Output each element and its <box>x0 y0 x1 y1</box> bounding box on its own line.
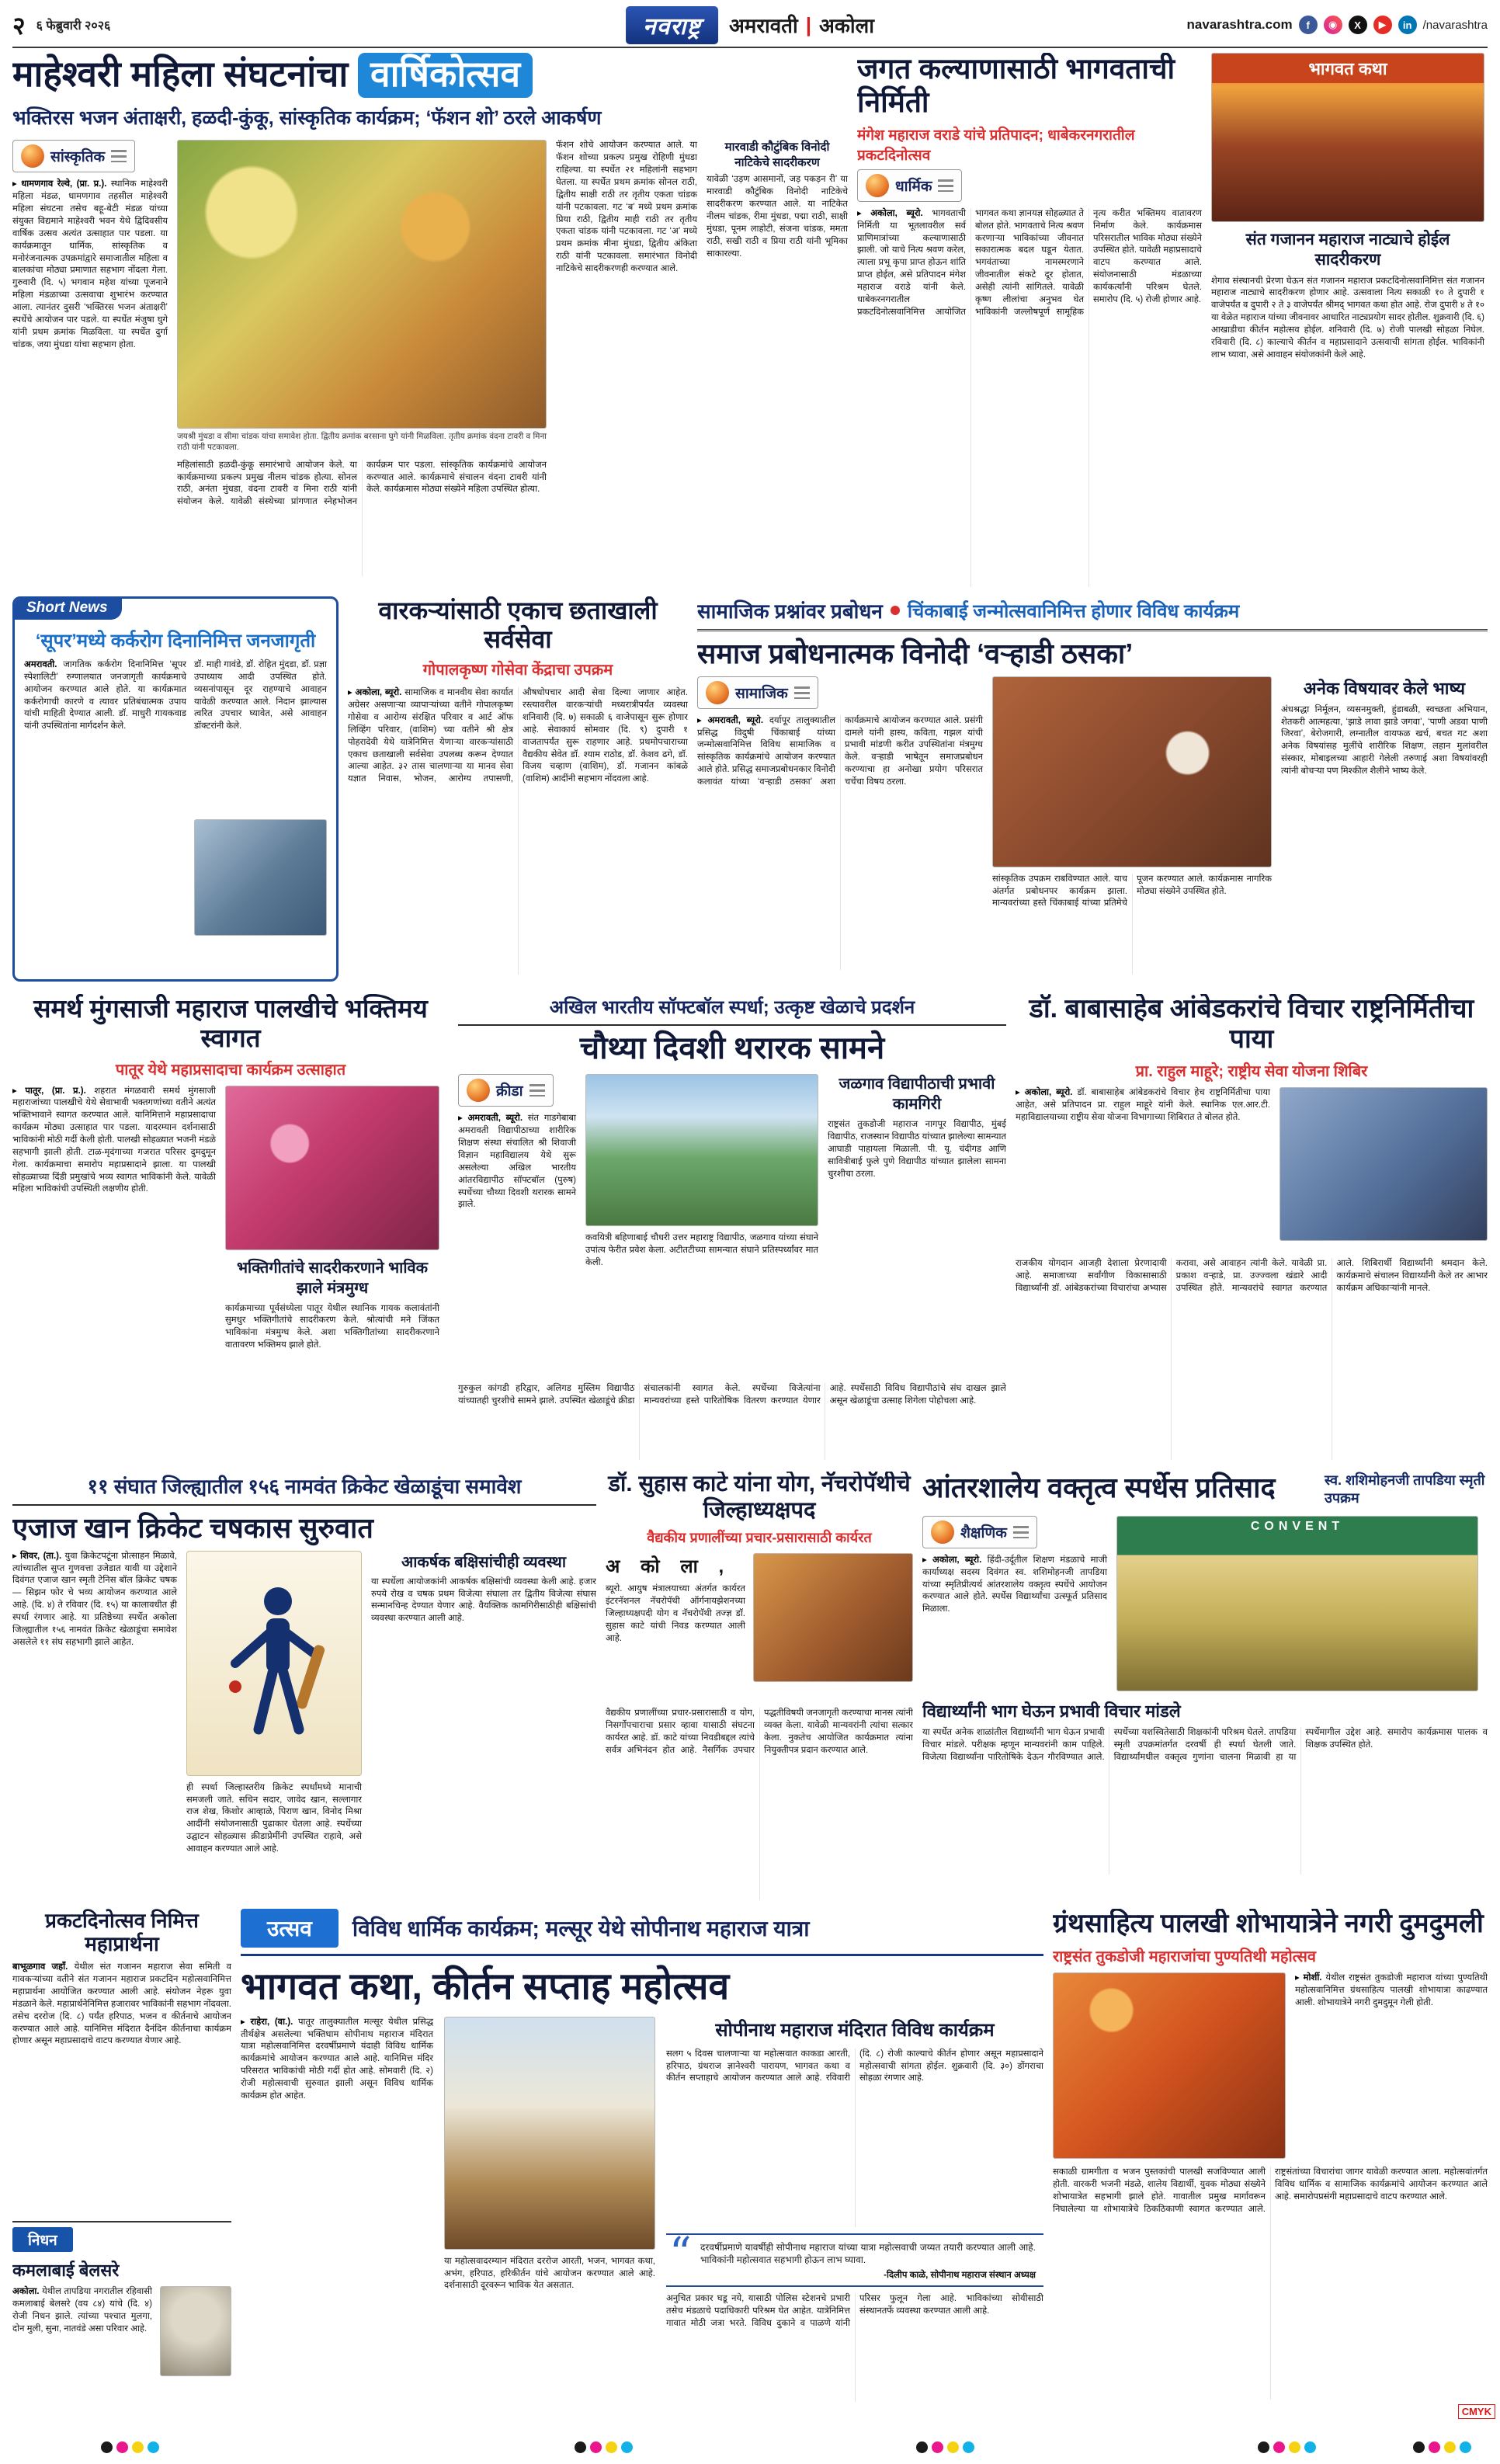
menu-bars-icon <box>530 1084 545 1096</box>
body-bottom: राजकीय योगदान आजही देशाला प्रेरणादायी आहे. समाजाच्या सर्वांगीण विकासासाठी विद्यार्थ्यांनी डॉ. आंबेडकरांच्या विचारांचा अभ्यास करावा, असे आवाहन त्यांनी केले. यावेळी प्रा. प्रकाश वऱ्हाडे, प्रा. उज्ज्वला खंडारे आदी उपस्थित होते. मान्यवरांचे स्वागत करण्यात आले. शिबिरार्थी विद्यार्थ्यांनी श्रमदान केले. कार्यक्रमाचे संचालन विद्यार्थ्यांनी केले तर आभार कार्यक्रम अधिकाऱ्यांनी मानले. <box>1016 1258 1488 1293</box>
body-columns: ▸ अमरावती, ब्यूरो. दर्यापूर तालुक्यातील प्रसिद्ध विदुषी चिंकाबाई यांच्या जन्मोत्सवानिमित्त विविध सामाजिक व सांस्कृतिक कार्यक्रमांचे आयोजन करण्यात आले होते. प्रसिद्ध समाजप्रबोधनकार विनोदी कलावंत यांच्या ‘वऱ्हाडी ठसका’ अशा कार्यक्रमाचे आयोजन करण्यात आले. प्रसंगी दामले यांनी हास्य, कविता, गझल यांची प्रभावी मांडणी करीत उपस्थितांना मंत्रमुग्ध केले. वऱ्हाडी भाषेतून समाजप्रबोधन करण्याचा हा अनोखा प्रयोग परिसरात चर्चेचा विषय ठरला. <box>697 715 983 787</box>
body-column: ▸ पातूर, (प्रा. प्र.). शहरात मंगळवारी समर्थ मुंगसाजी महाराजांच्या पालखीचे येथे सेवाभावी भक्तगणांच्या वतीने अत्यंत भक्तिभावाने स्वागत करण्यात आले. यानिमित्ताने महाप्रसादाचा कार्यक्रम मोठ्या उत्साहात पार पडला. यादरम्यान दर्शनासाठी भाविकांनी मोठी गर्दी केली होती. पालखी सोहळ्यात भजनी मंडळे सहभागी झाली होती. टाळ-मृदंगाच्या गजरात परिसर दुमदुमून गेला. कार्यक्रमाचा समारोप महाप्रसादाने झाला. या पालखी सोहळ्याच्या दिंडी प्रमुखांचे भव्य स्वागत भाविकांनी केले. यावेळी महिला भाविकांची उपस्थिती लक्षणीय होती. <box>12 1086 216 1194</box>
dateline: ▸ राहेरा, (वा.). <box>241 2017 293 2027</box>
body-column: बाभूळगाव जहॉं. येथील संत गजानन महाराज सेवा समिती व गावकऱ्यांच्या वतीने संत गजानन महाराज प्रकटदिन महोत्सवानिमित्त महाप्रार्थना आयोजित करण्यात आली आहे. संयोजन नेहरू युवा मंडळाने केले. महाप्रार्थनेनिमित्त हजारावर भाविकांनी सहभाग नोंदवला. तसेच दररोज (दि. ८) पर्यंत हरिपाठ, भजन व कीर्तनाचे आयोजन करण्यात आले आहे. यानिमित्त मंदिरात दैनंदिन कीर्तनाचा कार्यक्रम होणार असून महाप्रसादाचे वाटप करण्यात येणार आहे. <box>12 1962 231 2046</box>
subheadline: मंगेश महाराज वराडे यांचे प्रतिपादन; धाबेकरनगरातील प्रकटदिनोत्सव <box>857 127 1135 164</box>
obituary-box <box>12 2221 231 2435</box>
registration-dots <box>575 2441 633 2453</box>
website-link[interactable]: navarashtra.com <box>1186 17 1293 32</box>
section-banner <box>697 596 1488 631</box>
category-label: धार्मिक <box>895 178 932 195</box>
edition-separator: | <box>805 12 812 36</box>
dot-cyan <box>148 2441 159 2453</box>
article-photo-cultural-event <box>177 140 547 429</box>
body-column-3: यावेळी ‘उड़ण आसमानों, जड़ पकड़न री’ या मारवाडी कौटुंबिक विनोदी नाटिकेचे सादरीकरण करण्यात आले. या नाटिकेत नीलम चांडक, रीमा मुंधडा, पद्मा राठी, साक्षी मुंधडा, पूनम लाहोटी, संजना चांडक, ममता राठी, सखी राठी व प्रिया राठी यांनी भूमिका साकारल्या. <box>707 175 848 259</box>
article-photo-students-group <box>1116 1516 1478 1691</box>
body-columns: ▸ अकोला, ब्यूरो. भागवताची निर्मिती या भूतलावरील सर्व प्राणिमात्रांच्या कल्याणासाठी झाली. जो याचे नित्य श्रवण करेल, त्याला प्रभू कृपा प्राप्त होऊन शांति प्राप्त होईल, असे प्रतिपादन मंगेश महाराज वराडे यांनी केले. धाबेकरनगरातील प्रकटदिनोत्सवानिमित्त आयोजित भागवत कथा ज्ञानयज्ञ सोहळ्यात ते बोलत होते. भागवताचे नित्य श्रवण करणाऱ्या भाविकांच्या जीवनात सकारात्मक बदल घडून येतात. भगवंताच्या नामस्मरणाने जीवनातील संकटे दूर होतात, असेही त्यांनी सांगितले. यावेळी कृष्ण लीलांचा अनुभव घेत भाविकांनी जल्लोषपूर्ण सामूहिक नृत्य करीत भक्तिमय वातावरण निर्माण केले. कार्यक्रमास परिसरातील भाविक मोठ्या संख्येने उपस्थित होते. यावेळी महाप्रसादाचे वाटप करण्यात आले. संयोजनासाठी मंडळाच्या कार्यकर्त्यांनी परिश्रम घेतले. समारोप (दि. ५) रोजी होणार आहे. <box>857 208 1202 317</box>
inner-subheadline: जळगाव विद्यापीठाची प्रभावी कामगिरी <box>839 1076 995 1114</box>
headline: जगत कल्याणासाठी भागवताची निर्मिती <box>857 53 1175 118</box>
headline: समर्थ मुंगसाजी महाराज पालखीचे भक्तिमय स्वागत <box>33 994 428 1053</box>
portrait-photo <box>160 2286 231 2376</box>
subheadline: गोपालकृष्ण गोसेवा केंद्राचा उपक्रम <box>422 662 613 679</box>
short-news-box <box>12 596 339 982</box>
photo-caption: जयश्री मुंधडा व सीमा चांडक यांचा समावेश होता. द्वितीय क्रमांक बरसाना घुगे यांनी मिळविला. तृतीय क्रमांक वंदना टावरी व मिना राठी यांनी पटकावला. <box>177 432 547 452</box>
masthead-logo: नवराष्ट्र <box>626 6 718 44</box>
headline: एजाज खान क्रिकेट चषकास सुरुवात <box>12 1512 373 1544</box>
category-label: क्रीडा <box>496 1083 523 1100</box>
article-bhagwat-nirmiti <box>857 53 1488 587</box>
photo-banner-text: भागवत कथा <box>1212 54 1484 83</box>
body-column-1: ▸ राहेरा, (वा.). पातूर तालुक्यातील मल्सूर येथील प्रसिद्ध तीर्थक्षेत्र असलेल्या भक्तिधाम सोपीनाथ महाराज मंदिरात यात्रा महोत्सवानिमित्त दरवर्षीप्रमाणे यंदाही विविध धार्मिक कार्यक्रमांचे आयोजन करण्यात आले आहे. यानिमित्त मंदिर परिसरात भाविकांची मोठी गर्दी होत आहे. सोमवारी (दि. २) रोजी महोत्सवाची सुरुवात झाली असून विविध धार्मिक कार्यक्रम होत आहेत. <box>241 2017 434 2101</box>
body-bottom: या स्पर्धेत अनेक शाळांतील विद्यार्थ्यांनी भाग घेऊन प्रभावी विचार मांडले. परीक्षक म्हणून मान्यवरांनी काम पाहिले. विजेत्या विद्यार्थ्यांना पारितोषिके देऊन गौरविण्यात आले. स्पर्धेच्या यशस्वितेसाठी शिक्षकांनी परिश्रम घेतले. तापडिया स्मृती उपक्रमांतर्गत दरवर्षी ही स्पर्धा घेतली जाते. विद्यार्थ्यांमधील वक्तृत्व गुणांना चालना मिळावी हा या स्पर्धेमागील उद्देश आहे. समारोप कार्यक्रमास पालक व शिक्षक उपस्थित होते. <box>922 1727 1488 1762</box>
article-photo-procession-flags <box>1053 1972 1286 2159</box>
body-column-1: अमरावती. जागतिक कर्करोग दिनानिमित्त ‘सूपर स्पेशालिटी’ रुग्णालयात जनजागृती कार्यक्रमाचे आयोजन करण्यात आले होते. या कार्यक्रमात कर्करोगाची कारणे व त्यावर प्रतिबंधात्मक उपाय यांची माहिती देण्यात आली. डॉ. माधुरी गायकवाड यांनी उपस्थितांना मार्गदर्शन केले. <box>24 660 186 732</box>
facebook-icon[interactable]: f <box>1299 16 1318 34</box>
inner-subheadline: भक्तिगीतांचे सादरीकरणाने भाविक झाले मंत्रमुग्ध <box>236 1259 429 1297</box>
headline: चौथ्या दिवशी थरारक सामने <box>579 1031 885 1065</box>
inner-body: कार्यक्रमाच्या पूर्वसंध्येला पातूर येथील स्थानिक गायक कलावंतांनी सुमधुर भक्तिगीतांचे सादरीकरण केले. श्रोत्यांची मने जिंकत भाविकांना मंत्रमुग्ध केले. अशा भक्तिगीतांच्या सादरीकरणाने वातावरण भक्तिमय झाले होते. <box>225 1303 439 1350</box>
inner-subheadline: आकर्षक बक्षिसांचीही व्यवस्था <box>401 1553 567 1571</box>
body-bottom: गुरुकुल कांगडी हरिद्वार, अलिगड मुस्लिम विद्यापीठ यांच्यातही चुरशीचे सामने झाले. उपस्थित खेळाडूंचे क्रीडा संचालकांनी स्वागत केले. स्पर्धेच्या विजेत्यांना मान्यवरांच्या हस्ते पारितोषिक वितरण करण्यात येणार आहे. स्पर्धेसाठी विविध विद्यापीठांचे संघ दाखल झाले असून खेळाडूंचा उत्साह शिगेला पोहोचला आहे. <box>458 1384 1006 1406</box>
headline: आंतरशालेय वक्तृत्व स्पर्धेस प्रतिसाद <box>922 1472 1276 1503</box>
dot-black <box>101 2441 113 2453</box>
registration-dots <box>1258 2441 1316 2453</box>
article-photo-seminar <box>1280 1087 1488 1241</box>
dateline: ▸ अकोला, ब्यूरो. <box>922 1555 982 1565</box>
headline: समाज प्रबोधनात्मक विनोदी ‘वऱ्हाडी ठसका’ <box>697 638 1134 669</box>
body-columns: सलग ५ दिवस चालणाऱ्या या महोत्सवात काकडा आरती, हरिपाठ, ग्रंथराज ज्ञानेश्वरी पारायण, भागवत कथा व कीर्तन सप्ताहाचे आयोजन करण्यात आले आहे. रविवारी (दि. ८) रोजी काल्याचे कीर्तन होणार असून महाप्रसादाने महोत्सवाची सांगता होईल. शुक्रवारी (दि. ३०) डोंगराचा सोहळा रंगणार आहे. <box>666 2049 1043 2083</box>
article-softball-spardha <box>458 994 1006 1460</box>
body-column-1: ▸ अकोला, ब्यूरो. हिंदी-उर्दूतील शिक्षण मंडळाचे माजी कार्याध्यक्ष सदस्य दिवंगत स्व. शशिमोहनजी तापडिया यांच्या स्मृतिप्रीत्यर्थ आंतरशालेय वक्तृत्व स्पर्धेचे आयोजन करण्यात आले होते. स्पर्धेस विद्यार्थ्यांचा उत्स्फूर्त प्रतिसाद मिळाला. <box>922 1555 1107 1614</box>
dateline: ▸ अमरावती, ब्यूरो. <box>697 715 764 725</box>
inner-subheadline: अनेक विषयावर केले भाष्य <box>1303 678 1466 698</box>
menu-bars-icon <box>794 686 810 699</box>
body-column-right: राष्ट्रसंत तुकडोजी महाराज नागपूर विद्यापीठ, मुंबई विद्यापीठ, राजस्थान विद्यापीठ यांच्यात झालेल्या सामन्यात आघाडी पाहायला मिळाली. पी. यू. चंदीगड आणि सावित्रीबाई फुले पुणे विद्यापीठ यांच्यात झालेला सामना चुरशीचा ठरला. <box>828 1120 1006 1179</box>
article-varhadi-thaska <box>697 596 1488 982</box>
headline <box>12 53 848 98</box>
batsman-svg <box>212 1570 336 1757</box>
subheadline: राष्ट्रसंत तुकडोजी महाराजांचा पुण्यतिथी महोत्सव <box>1053 1948 1316 1966</box>
deity-icon <box>866 174 889 197</box>
banner-right: चिंकाबाई जन्मोत्सवानिमित्त होणार विविध कार्यक्रम <box>907 600 1240 622</box>
dateline: ▸ अकोला, ब्यूरो. <box>1016 1087 1073 1097</box>
dateline: बाभूळगाव जहॉं. <box>12 1962 68 1972</box>
body-column: ब्यूरो. आयुष मंत्रालयाच्या अंतर्गत कार्यरत इंटरनॅशनल नॅचरोपॅथी ऑर्गनायझेशनच्या जिल्हाध्यक्षपदी योग व नॅचरोपॅथी तज्ज्ञ डॉ. सुहास काटे यांची निवड करण्यात आली आहे. <box>606 1584 745 1643</box>
body-below-illustration: ही स्पर्धा जिल्हास्तरीय क्रिकेट स्पर्धांमध्ये मानाची समजली जाते. सचिन सदार, जावेद खान, सल्लागार राज शेख, किशोर आव्हाळे, पिराण खान, विनोद मिश्रा आदींनी संयोजनासाठी पुढाकार घेतला आहे. स्पर्धेच्या उद्घाटन सोहळ्यास क्रीडाप्रेमींनी उपस्थित राहावे, असे आवाहन करण्यात आले आहे. <box>186 1782 362 1854</box>
article-prakatdin-mahaprarthana <box>12 1909 231 2213</box>
article-palkhi-swagat <box>12 994 449 1460</box>
dateline: ▸ पातूर, (प्रा. प्र.). <box>12 1086 86 1096</box>
category-label: शैक्षणिक <box>960 1524 1007 1541</box>
article-photo-awareness <box>194 819 327 936</box>
dot-magenta <box>116 2441 128 2453</box>
body-column-1: ▸ शिवर, (ता.). युवा क्रिकेटपटूंना प्रोत्साहन मिळावे, त्यांच्यातील सुप्त गुणवत्ता उजेडात यावी या उद्देशाने दिवंगत एजाज खान स्मृती टेनिस बॉल क्रिकेट चषक — सिझन फोर चे भव्य आयोजन करण्यात आले आहे. (दि. ४) ते रविवार (दि. १५) या कालावधीत ही स्पर्धा रंगणार आहे. या प्रतिष्ठेच्या स्पर्धेत अकोला जिल्ह्यातील १५६ नामवंत क्रिकेट खेळाडूंचा समावेश असलेले ११ संघ सहभागी झाले आहेत. <box>12 1551 177 1647</box>
category-label: सांस्कृतिक <box>50 149 106 166</box>
dateline: अकोला. <box>12 2287 40 2296</box>
body-column-right: या स्पर्धेला आयोजकांनी आकर्षक बक्षिसांची व्यवस्था केली आहे. हजार रुपये रोख व चषक प्रथम विजेत्या संघाला तर द्वितीय विजेत्या संघास सन्मानचिन्ह देण्यात येणार आहे. वैयक्तिक कामगिरीसाठीही बक्षिसांची व्यवस्था करण्यात आली आहे. <box>371 1576 596 1624</box>
registration-dots <box>916 2441 974 2453</box>
body-side: ▸ मोर्शी. येथील राष्ट्रसंत तुकडोजी महाराज यांच्या पुण्यतिथी महोत्सवानिमित्त ग्रंथसाहित्य पालखी शोभायात्रा काढण्यात आली. शोभायात्रेने नगरी दुमदुमून गेली होती. <box>1295 1973 1488 2008</box>
inner-subheadline: मारवाडी कौटुंबिक विनोदी नाटिकेचे सादरीकरण <box>724 141 830 169</box>
menu-bars-icon <box>111 150 127 162</box>
category-badge <box>922 1516 1037 1548</box>
pull-quote <box>666 2233 1043 2288</box>
bullet-icon <box>891 606 900 615</box>
headline: डॉ. सुहास काटे यांना योग, नॅचरोपॅथीचे जिल्हाध्यक्षपद <box>608 1472 911 1523</box>
x-icon[interactable]: X <box>1349 16 1367 34</box>
article-photo-softball-match <box>585 1074 818 1226</box>
subheadline: प्रा. राहुल माहूरे; राष्ट्रीय सेवा योजना शिबिर <box>1135 1062 1368 1080</box>
headline: ग्रंथसाहित्य पालखी शोभायात्रेने नगरी दुमदुमली <box>1053 1909 1484 1938</box>
dot-yellow <box>132 2441 144 2453</box>
banner-left: सामाजिक प्रश्नांवर प्रबोधन <box>697 599 883 623</box>
category-badge <box>697 676 818 709</box>
headline-highlight: वार्षिकोत्सव <box>358 53 533 98</box>
article-warkari-sarvaseva <box>348 596 688 982</box>
instagram-icon[interactable]: ◉ <box>1324 16 1342 34</box>
header-right <box>1187 16 1488 34</box>
menu-bars-icon <box>938 179 953 192</box>
people-icon <box>706 681 729 704</box>
headline: डॉ. बाबासाहेब आंबेडकरांचे विचार राष्ट्रनिर्मितीचा पाया <box>1029 994 1474 1055</box>
article-mahila-varshikotsav <box>12 53 848 587</box>
section-label: उत्सव <box>241 1909 339 1948</box>
article-granth-palkhi <box>1053 1909 1488 2437</box>
category-label: सामाजिक <box>735 685 788 702</box>
cricket-batsman-illustration <box>186 1551 362 1776</box>
deity-icon <box>21 144 44 168</box>
page-number: २ <box>12 11 26 40</box>
body-column-2: डॉ. माही गावंडे, डॉ. रोहित मुंदडा, डॉ. प्रज्ञा उपाध्याय आदी उपस्थित होते. व्यसनांपासून दूर राहण्याचे आवाहन यावेळी करण्यात आले. निदान झाल्यास त्वरित उपचार घ्यावेत, असे आवाहन डॉक्टरांनी केले. <box>194 660 327 732</box>
kicker: ११ संघात जिल्ह्यातील १५६ नामवंत क्रिकेट खेळाडूंचा समावेश <box>12 1472 596 1506</box>
obituary-label: निधन <box>12 2227 73 2252</box>
linkedin-icon[interactable]: in <box>1398 16 1417 34</box>
headline: प्रकटदिनोत्सव निमित्त महाप्रार्थना <box>45 1909 199 1956</box>
inner-subheadline: विद्यार्थ्यांनी भाग घेऊन प्रभावी विचार मांडले <box>922 1701 1181 1721</box>
article-photo-stage-felicitation <box>992 676 1272 867</box>
short-news-label: Short News <box>12 596 122 620</box>
category-badge <box>12 140 135 172</box>
body-column-1: ▸ धामणगाव रेल्वे, (प्रा. प्र.). स्थानिक माहेश्वरी महिला मंडळ, धामणगाव तहसील माहेश्वरी महिला संघटना तसेच बहू-बेटी मंडळ यांच्या संयुक्त विद्यमाने माहेश्वरी भवन येथे द्विदिवसीय वार्षिक उत्सव अत्यंत उत्साहात पार पडला. या कार्यक्रमातून धार्मिक, सांस्कृतिक व मनोरंजनात्मक उपक्रमांद्वारे समाजातील महिला व बालकांचा मोठ्या प्रमाणात सहभाग नोंदला गेला. गुरुवारी (दि. ५) भगवान महेश यांच्या पूजनाने महिला मंडळाच्या उत्सवाचा शुभारंभ करण्यात आला. त्यानंतर दुसरी ‘भक्तिरस भजन अंताक्षरी’ स्पर्धेचे आयोजन पार पडले. या स्पर्धेत मंजुषा घुगे यांनी प्रथम क्रमांक मिळविला. या स्पर्धेत दुर्गा चांडक, जया मुंधडा यांचा सहभाग होता. <box>12 179 168 349</box>
book-icon <box>931 1520 954 1544</box>
category-badge <box>458 1074 554 1107</box>
article-photo-palkhi-procession <box>225 1086 439 1250</box>
body-columns-2: अनुचित प्रकार घडू नये, यासाठी पोलिस स्टेशनचे प्रभारी तसेच मंडळाचे पदाधिकारी परिश्रम घेत आहेत. यात्रेनिमित्त गावात मोठी जत्रा भरते. विविध दुकाने व पाळणे यांनी परिसर फुलून गेला आहे. भाविकांच्या सोयीसाठी संस्थानतर्फे व्यवस्था करण्यात आली आहे. <box>666 2294 1043 2328</box>
subheadline: वैद्यकीय प्रणालींच्या प्रचार-प्रसारासाठी कार्यरत <box>647 1530 872 1546</box>
dateline: ▸ धामणगाव रेल्वे, (प्रा. प्र.). <box>12 179 107 189</box>
edition-left: अमरावती <box>728 14 798 37</box>
article-ambedkar-vichar <box>1016 994 1488 1460</box>
edition-right: अकोला <box>819 14 874 37</box>
inner-subheadline: सोपीनाथ महाराज मंदिरात विविध कार्यक्रम <box>715 2019 995 2041</box>
related-headline: संत गजानन महाराज नाट्याचे होईल सादरीकरण <box>1245 231 1450 269</box>
header-divider <box>12 47 1488 48</box>
headline: वारकऱ्यांसाठी एकाच छताखाली सर्वसेवा <box>378 596 658 654</box>
body-below-photo: महिलांसाठी हळदी-कुंकू समारंभाचे आयोजन केले. या कार्यक्रमाच्या प्रकल्प प्रमुख नीलम चांडक होत्या. सोनल राठी, अनंता मुंधडा, वंदना टावरी व मिना राठी यांनी संयोजन केले. यावेळी संस्थेच्या प्रांगणात स्नेहभोजन कार्यक्रम पार पडला. सांस्कृतिक कार्यक्रमांचे आयोजन करण्यात आले. कार्यक्रमाचे संचालन वंदना टावरी यांनी केले. कार्यक्रमास मोठ्या संख्येने महिला उपस्थित होत्या. <box>177 460 547 507</box>
headline-text: माहेश्वरी महिला संघटनांचा <box>12 54 349 94</box>
article-photo-temple <box>444 2017 655 2250</box>
subheadline: स्व. शशिमोहनजी तापडिया स्मृती उपक्रम <box>1325 1472 1485 1507</box>
body-columns: ▸ अकोला, ब्यूरो. सामाजिक व मानवीय सेवा कार्यात अग्रेसर असणाऱ्या व्यापाऱ्यांच्या वतीने गोपालकृष्ण गोसेवा व आरोग्य संरक्षित परिवार व आर्ट ऑफ लिव्हिंग परिवार, (वाशिम) च्या वतीने श्री क्षेत्र पोहरादेवी येथे यात्रेनिमित्त येणाऱ्या वारकऱ्यांसाठी एकाच छताखाली सर्वसेवा उपलब्ध करून देण्यात आल्या आहेत. ३२ तास चालणाऱ्या या मानव सेवा यज्ञात निवास, भोजन, आरोग्य तपासणी, औषधोपचार आदी सेवा दिल्या जाणार आहेत. रस्त्यावरील वारकऱ्यांची मध्यरात्रीपर्यंत व्यवस्था शनिवारी (दि. ७) सकाळी ६ वाजेपासून सुरू होणार आहे. सेवाकार्य सोमवार (दि. ९) दुपारी १ वाजतापर्यंत सुरू राहणार आहे. प्रथमोपचाराच्या वैद्यकीय सेवेत डॉ. श्याम राठोड, डॉ. केशव ढगे, डॉ. विजय चव्हाण (वाशिम), डॉ. गजानन कांबळे (वाशिम) आदींनी सहभाग नोंदवला आहे. <box>348 688 688 784</box>
article-vaktrutva-spardha <box>922 1472 1488 1900</box>
subheadline: पातूर येथे महाप्रसादाचा कार्यक्रम उत्साहात <box>115 1061 346 1079</box>
dateline: ▸ मोर्शी. <box>1295 1973 1322 1983</box>
article-photo-bhagwat-katha <box>1211 53 1484 222</box>
page-date: ६ फेब्रुवारी २०२६ <box>36 19 111 33</box>
article-photo-felicitation <box>753 1553 913 1682</box>
kicker: विविध धार्मिक कार्यक्रम; मल्सूर येथे सोपीनाथ महाराज यात्रा <box>352 1917 810 1941</box>
body-below-photo: कवयित्री बहिणाबाई चौधरी उत्तर महाराष्ट्र विद्यापीठ, जळगाव यांच्या संघाने उपांत्य फेरीत प्रवेश केला. अटीतटीच्या सामन्यात संघाने प्रतिस्पर्ध्यांवर मात केली. <box>585 1233 818 1268</box>
body-column-2: फॅशन शोचे आयोजन करण्यात आले. या फॅशन शोच्या प्रकल्प प्रमुख रोहिणी मुंधडा राहिल्या. या स्पर्धेत २१ महिलांनी सहभाग घेतला. या स्पर्धेत प्रथम क्रमांक सोनल राठी, द्वितीय साक्षी राठी तर तृतीय एकता चांडक यांनी पटकावला. गट ‘ब’ मध्ये प्रथम क्रमांक प्रिया राठी, द्वितीय माही राठी तर तृतीय एकता चांडक यांनी पटकावला. गट ‘अ’ मध्ये प्रथम क्रमांक मीना मुंधडा, द्वितीय अंकिता राठी यांनी पटकावला. समारंभात विनोदी नाटिकेचे सादरीकरणही करण्यात आले. <box>556 141 697 273</box>
dateline: ▸ शिवर, (ता.). <box>12 1551 62 1561</box>
dateline: ▸ अकोला, ब्यूरो. <box>857 208 923 218</box>
dateline: अमरावती. <box>24 660 57 669</box>
body-bottom: सकाळी ग्रामगीता व भजन पुस्तकांची पालखी सजविण्यात आली होती. वारकरी भजनी मंडळे, शालेय विद्यार्थी, युवक मोठ्या संख्येने शोभायात्रेत सहभागी झाले होते. गावातील प्रमुख मार्गावरून निघालेल्या या शोभायात्रेचे ठिकठिकाणी स्वागत करण्यात आले. राष्ट्रसंतांच्या विचारांचा जागर यावेळी करण्यात आला. महोत्सवांतर्गत विविध धार्मिक व सामाजिक कार्यक्रमांचे आयोजन करण्यात आले आहे. समारोपप्रसंगी महाप्रसादाचे वाटप करण्यात आले. <box>1053 2167 1488 2215</box>
menu-bars-icon <box>1013 1526 1029 1538</box>
body-column: ▸ अकोला, ब्यूरो. डॉ. बाबासाहेब आंबेडकरांचे विचार हेच राष्ट्रनिर्मितीचा पाया आहेत, असे प्रतिपादन प्रा. राहुल माहूरे यांनी केले. स्थानिक एल.आर.टी. महाविद्यालयाच्या राष्ट्रीय सेवा योजना विभागाच्या शिबिरात ते बोलत होते. <box>1016 1087 1270 1122</box>
masthead-group <box>626 6 874 44</box>
youtube-icon[interactable]: ▶ <box>1373 16 1392 34</box>
page-header <box>12 5 1488 45</box>
quote-text: “ दरवर्षीप्रमाणे यावर्षीही सोपीनाथ महाराज यांच्या यात्रा महोत्सवाची जय्यत तयारी करण्यात आली आहे. भाविकांनी महोत्सवात सहभागी होऊन लाभ घ्यावा. <box>700 2241 1036 2266</box>
subheadline: भक्तिरस भजन अंताक्षरी, हळदी-कुंकू, सांस्कृतिक कार्यक्रम; ‘फॅशन शो’ ठरले आकर्षण <box>12 107 602 130</box>
article-utsav-bhagwat-katha <box>241 1909 1043 2437</box>
obituary-body: अकोला. येथील तापडिया नगरातील रहिवासी कमलाबाई बेलसरे (वय ८४) यांचे (दि. ४) रोजी निधन झाले. त्यांच्या पश्चात मुलगा, दोन मुली, सुना, नातवंडे असा परिवार आहे. <box>12 2287 152 2334</box>
photo-banner-text: CONVENT <box>1250 1519 1345 1533</box>
dateline: ▸ अकोला, ब्यूरो. <box>348 688 402 698</box>
article-cricket-chashak <box>12 1472 596 1900</box>
deceased-name: कमलाबाई बेलसरे <box>12 2261 120 2280</box>
edition-labels <box>729 11 874 39</box>
body-below-photo: सांस्कृतिक उपक्रम राबविण्यात आले. याच अंतर्गत प्रबोधनपर कार्यक्रम झाला. मान्यवरांच्या हस्ते चिंकाबाई यांच्या प्रतिमेचे पूजन करण्यात आले. कार्यक्रमास नागरिक मोठ्या संख्येने उपस्थित होते. <box>992 874 1272 909</box>
body-column-right: अंधश्रद्धा निर्मूलन, व्यसनमुक्ती, हुंडाबळी, स्वच्छता अभियान, शेतकरी आत्महत्या, ‘झाडे लावा झाडे जगवा’, ‘पाणी अडवा पाणी जिरवा’, बेरोजगारी, लग्नातील वायफळ खर्च, बचत गट अशा अनेक विषयांसह मुलींचे शारीरिक शिक्षण, लहान मुलांवरील संस्कार, मोबाइलच्या आहारी गेलेली तरुणाई अशा विषयांवरही त्यांनी बोचऱ्या पण मिश्कील शैलीने भाष्य केले. <box>1281 704 1488 777</box>
article-yoga-naturopathy <box>606 1472 913 1900</box>
body-bottom: वैद्यकीय प्रणालींच्या प्रचार-प्रसारासाठी व योग, निसर्गोपचाराचा प्रसार व्हावा यासाठी संघटना कार्यरत आहे. डॉ. काटे यांच्या निवडीबद्दल त्यांचे सर्वत्र अभिनंदन होत आहे. नैसर्गिक उपचार पद्धतीविषयी जनजागृती करण्याचा मानस त्यांनी व्यक्त केला. यावेळी मान्यवरांनी त्यांचा सत्कार केला. नुकतेच आयोजित कार्यक्रमात त्यांना नियुक्तीपत्र प्रदान करण्यात आले. <box>606 1708 913 1755</box>
registration-dots <box>1413 2441 1471 2453</box>
kicker: अखिल भारतीय सॉफ्टबॉल स्पर्धा; उत्कृष्ट खेळाचे प्रदर्शन <box>458 994 1006 1026</box>
registration-dots <box>101 2441 159 2453</box>
sports-icon <box>467 1079 490 1102</box>
body-below-photo: या महोत्सवादरम्यान मंदिरात दररोज आरती, भजन, भागवत कथा, अभंग, हरिपाठ, हरिकीर्तन यांचे आयोजन करण्यात आले आहे. दर्शनासाठी दूरवरून भाविक येत असतात. <box>444 2256 655 2291</box>
body-column-1: ▸ अमरावती, ब्यूरो. संत गाडगेबाबा अमरावती विद्यापीठाच्या शारीरिक शिक्षण संस्था संचालित श्री शिवाजी विज्ञान महाविद्यालय येथे सुरू असलेल्या अखिल भारतीय आंतरविद्यापीठ सॉफ्टबॉल (पुरुष) स्पर्धेच्या चौथ्या दिवशी थरारक सामने झाले. <box>458 1114 576 1210</box>
headline: ‘सूपर’मध्ये कर्करोग दिनानिमित्त जनजागृती <box>35 631 316 652</box>
dateline: ▸ अमरावती, ब्यूरो. <box>458 1114 523 1124</box>
dateline-large: अ को ला , <box>606 1556 732 1578</box>
headline: भागवत कथा, कीर्तन सप्ताह महोत्सव <box>241 1966 730 2007</box>
related-body: शेगाव संस्थानची प्रेरणा घेऊन संत गजानन महाराज प्रकटदिनोत्सवानिमित्त संत गजानन महाराज नाट्याचे सादरीकरण होणार आहे. उत्सवाला नित्य सकाळी १० ते दुपारी १ वाजेपर्यंत व दुपारी २ ते ३ वाजेपर्यंत श्रीमद् भागवत कथा होत आहे. रोज दुपारी ४ ते १० या वेळेत महाराज यांच्या जीवनावर आधारित नाट्यप्रयोग सादर होतील. शुक्रवारी (दि. ६) आखाडीचा कीर्तन महोत्सव होईल. शनिवारी (दि. ७) रोजी पालखी सोहळा निघेल. रविवारी (दि. ८) काल्याचे कीर्तन व महाप्रसादाने उत्सवाची सांगता होईल. भाविकांनी लाभ घ्यावा, असे आवाहन संयोजकांनी केले आहे. <box>1211 276 1484 360</box>
cmyk-print-mark: CMYK <box>1458 2404 1495 2419</box>
quote-attribution: -दिलीप काळे, सोपीनाथ महाराज संस्थान अध्यक्ष <box>884 2271 1036 2281</box>
social-handle: /navarashtra <box>1422 18 1488 32</box>
category-badge <box>857 169 962 202</box>
